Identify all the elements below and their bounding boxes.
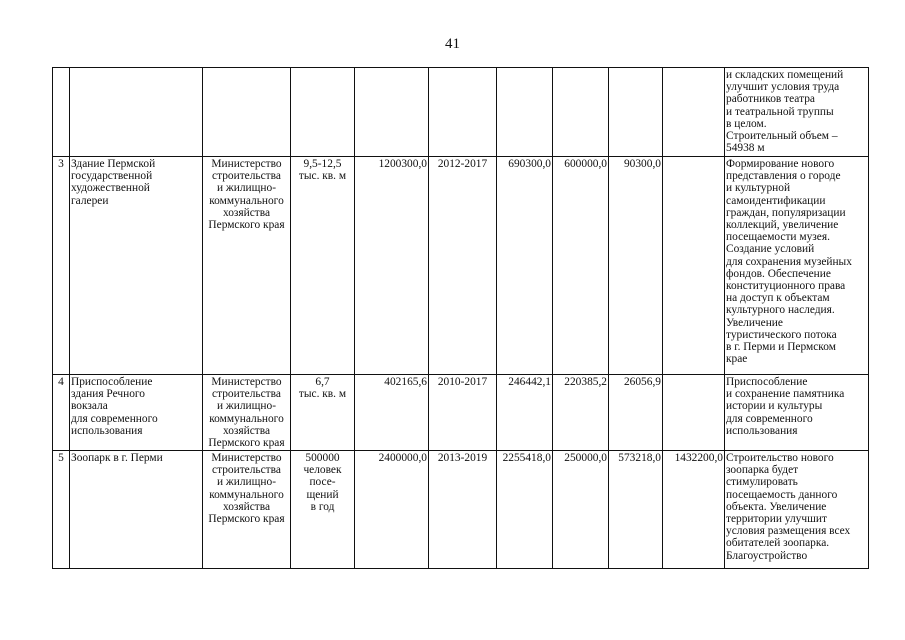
expected-result-line: и сохранение памятника: [726, 388, 845, 401]
table-row: [53, 157, 869, 375]
capacity-line: посе-: [309, 476, 336, 489]
value-3-cell: 26056,9: [609, 375, 663, 451]
object-name-cell: [70, 451, 203, 569]
ministry-line: хозяйства: [222, 500, 271, 513]
ministry-cell: [203, 157, 291, 375]
object-name-line: художественной: [71, 182, 150, 195]
total-cost-cell: 2400000,0: [355, 451, 429, 569]
expected-result-line: объекта. Увеличение: [726, 500, 827, 513]
total-cost-cell: [355, 68, 429, 157]
ministry-line: Пермского края: [208, 219, 285, 232]
object-name-line: Приспособление: [71, 376, 153, 388]
value-1-cell: [497, 68, 553, 157]
capacity-cell: [291, 157, 355, 375]
expected-result-line: фондов. Обеспечение: [726, 267, 831, 280]
expected-result-line: Приспособление: [726, 376, 808, 388]
capacity-line: тыс. кв. м: [298, 170, 347, 183]
period-cell: 2010-2017: [429, 375, 497, 451]
object-name-line: государственной: [71, 170, 153, 183]
expected-result-line: в г. Перми и Пермском: [726, 341, 836, 354]
value-2-cell: [553, 68, 609, 157]
expected-result-line: улучшит условия труда: [726, 81, 840, 94]
capacity-cell: [291, 68, 355, 157]
ministry-line: хозяйства: [222, 206, 271, 219]
ministry-line: коммунального: [209, 488, 284, 501]
capacity-line: 6,7: [315, 376, 330, 388]
value-3-cell: 90300,0: [609, 157, 663, 375]
expected-result-line: представления о городе: [726, 170, 841, 183]
ministry-line: Министерство: [211, 158, 282, 170]
expected-result-line: Строительство нового: [726, 452, 834, 464]
value-2-cell: 600000,0: [553, 157, 609, 375]
expected-result-cell: [725, 157, 869, 375]
total-cost-cell: 1200300,0: [355, 157, 429, 375]
object-name-line: галереи: [71, 194, 109, 207]
expected-result-line: туристического потока: [726, 328, 837, 341]
expected-result-line: Увеличение: [726, 316, 783, 329]
expected-result-line: 54938 м: [726, 142, 765, 155]
ministry-line: коммунального: [209, 412, 284, 425]
ministry-line: строительства: [212, 388, 281, 401]
capacity-line: человек: [303, 464, 342, 477]
expected-result-line: Формирование нового: [726, 158, 835, 170]
expected-result-line: Строительный объем –: [726, 130, 838, 143]
capacity-cell: [291, 375, 355, 451]
expected-result-line: и складских помещений: [726, 69, 844, 81]
capacity-line: в год: [310, 500, 335, 513]
page-number: 41: [445, 36, 460, 52]
ministry-cell: [203, 451, 291, 569]
capacity-cell: [291, 451, 355, 569]
expected-result-line: территории улучшит: [726, 513, 827, 526]
ministry-cell: [203, 375, 291, 451]
capacity-line: тыс. кв. м: [298, 388, 347, 401]
expected-result-line: посещаемости музея.: [726, 231, 830, 244]
table-row: [53, 451, 869, 569]
value-2-cell: 220385,2: [553, 375, 609, 451]
ministry-line: коммунального: [209, 194, 284, 207]
table-row: [53, 375, 869, 451]
ministry-cell: [203, 68, 291, 157]
expected-result-line: и театральной труппы: [726, 105, 834, 118]
row-number-cell: 3: [53, 157, 70, 375]
value-2-cell: 250000,0: [553, 451, 609, 569]
ministry-line: Министерство: [211, 452, 282, 464]
value-4-cell: [663, 157, 725, 375]
object-name-line: Здание Пермской: [71, 158, 156, 170]
ministry-line: строительства: [212, 170, 281, 183]
period-cell: 2012-2017: [429, 157, 497, 375]
value-3-cell: [609, 68, 663, 157]
expected-result-cell: [725, 375, 869, 451]
row-number-cell: 4: [53, 375, 70, 451]
object-name-line: для современного: [71, 412, 158, 425]
ministry-line: и жилищно-: [216, 182, 277, 195]
expected-result-cell: [725, 68, 869, 157]
expected-result-line: истории и культуры: [726, 400, 823, 413]
object-name-line: Зоопарк в г. Перми: [71, 452, 163, 464]
ministry-line: хозяйства: [222, 424, 271, 437]
row-number-cell: 5: [53, 451, 70, 569]
object-name-line: использования: [71, 424, 143, 437]
object-name-cell: [70, 157, 203, 375]
ministry-line: и жилищно-: [216, 400, 277, 413]
value-4-cell: [663, 375, 725, 451]
value-1-cell: 246442,1: [497, 375, 553, 451]
data-table: [52, 67, 869, 569]
expected-result-line: обитателей зоопарка.: [726, 537, 830, 550]
ministry-line: строительства: [212, 464, 281, 477]
period-cell: 2013-2019: [429, 451, 497, 569]
period-cell: [429, 68, 497, 157]
total-cost-cell: 402165,6: [355, 375, 429, 451]
object-name-cell: [70, 375, 203, 451]
ministry-line: Министерство: [211, 376, 282, 388]
expected-result-line: условия размещения всех: [726, 525, 851, 538]
expected-result-line: работников театра: [726, 93, 815, 106]
expected-result-line: посещаемость данного: [726, 488, 838, 501]
value-1-cell: 2255418,0: [497, 451, 553, 569]
expected-result-line: Благоустройство: [726, 549, 808, 562]
expected-result-line: и культурной: [726, 182, 791, 195]
expected-result-cell: [725, 451, 869, 569]
expected-result-line: самоидентификации: [726, 194, 826, 207]
expected-result-line: на доступ к объектам: [726, 292, 830, 305]
table-row: [53, 68, 869, 157]
value-3-cell: 573218,0: [609, 451, 663, 569]
expected-result-line: конституционного права: [726, 280, 846, 293]
expected-result-line: для сохранения музейных: [726, 255, 852, 268]
expected-result-line: крае: [726, 353, 748, 366]
expected-result-line: коллекций, увеличение: [726, 219, 839, 232]
value-4-cell: [663, 68, 725, 157]
row-number-cell: [53, 68, 70, 157]
expected-result-line: Создание условий: [726, 243, 815, 256]
ministry-line: и жилищно-: [216, 476, 277, 489]
ministry-line: Пермского края: [208, 437, 285, 450]
ministry-line: Пермского края: [208, 513, 285, 526]
expected-result-line: стимулировать: [726, 476, 798, 489]
expected-result-line: использования: [726, 424, 798, 437]
value-1-cell: 690300,0: [497, 157, 553, 375]
capacity-line: 500000: [305, 452, 340, 464]
object-name-line: вокзала: [71, 400, 108, 413]
expected-result-line: в целом.: [726, 117, 767, 130]
value-4-cell: 1432200,0: [663, 451, 725, 569]
capacity-line: щений: [306, 488, 339, 501]
expected-result-line: для современного: [726, 412, 813, 425]
expected-result-line: культурного наследия.: [726, 304, 835, 317]
expected-result-line: граждан, популяризации: [726, 206, 846, 219]
capacity-line: 9,5-12,5: [303, 158, 342, 170]
object-name-line: здания Речного: [71, 388, 145, 401]
object-name-cell: [70, 68, 203, 157]
expected-result-line: зоопарка будет: [726, 464, 799, 477]
